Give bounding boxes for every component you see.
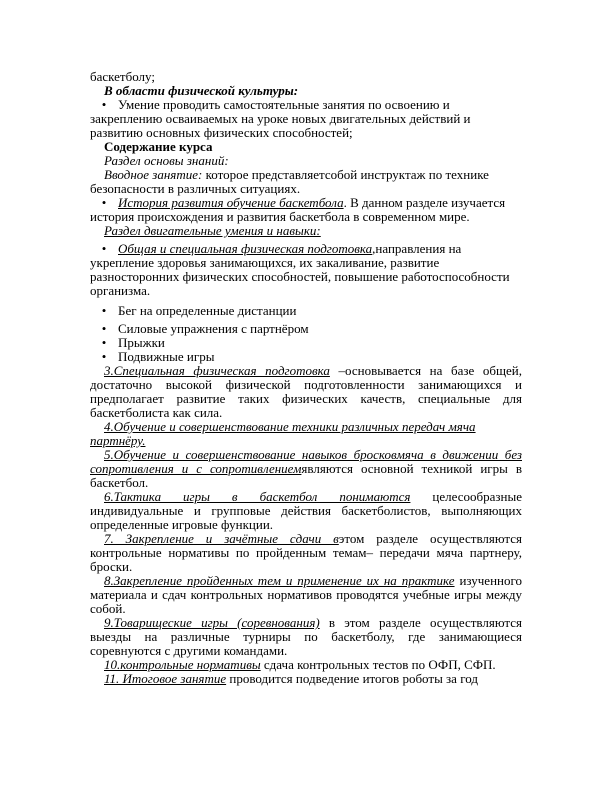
section-item — [90, 364, 522, 420]
list-item — [90, 350, 522, 364]
intro-label: Вводное занятие: — [104, 167, 203, 182]
item-label: 5.Обучение и совершенствование навыков бросковмяча в движении без сопротивления и с сопротивлением — [90, 447, 522, 476]
section-heading: В области физической культуры: — [104, 83, 299, 98]
section-item — [90, 672, 522, 686]
bullet-icon: • — [101, 97, 107, 112]
list-item-text: Бег на определенные дистанции — [118, 303, 297, 318]
intro-paragraph — [90, 168, 522, 196]
item-label: 3.Специальная физическая подготовка — [104, 363, 330, 378]
section-item — [90, 574, 522, 616]
content-heading: Содержание курса — [104, 139, 213, 154]
item-label: 9.Товарищеские игры (соревнования) — [104, 615, 320, 630]
section-item — [90, 490, 522, 532]
item-text: в этом разделе осуществляются выезды на различные турниры по баскетболу, где занимающиеся соревнуются с другими командами. — [90, 615, 522, 658]
bullet-icon: • — [101, 241, 107, 256]
training-text: ,направления на укрепление здоровья занимающихся, их закаливание, развитие разносторонних физических способностей, повышение работоспособности организма. — [90, 241, 510, 298]
section-item — [90, 616, 522, 658]
list-item-text: Прыжки — [118, 335, 165, 350]
item-text: этом разделе осуществляются контрольные нормативы по пройденным темам– передачи мяча партнеру, броски. — [90, 531, 523, 574]
item-text: являются основной техникой игры в баскетбол. — [90, 461, 523, 490]
list-item-text: Силовые упражнения с партнёром — [118, 321, 309, 336]
bullet-item — [90, 196, 522, 224]
section-subtitle: Раздел основы знаний: — [104, 153, 229, 168]
section-item — [90, 658, 522, 672]
list-item — [90, 336, 522, 350]
list-item — [90, 322, 522, 336]
section-subtitle: Раздел двигательные умения и навыки: — [104, 223, 321, 238]
bullet-item — [90, 98, 522, 140]
section-item — [90, 532, 522, 574]
item-text: –основывается на базе общей, достаточно высокой физической подготовленности занимающихся и предполагает развитие таких физических качеств, специальные для баскетболиста как сила. — [90, 363, 522, 420]
item-text: проводится подведение итогов роботы за год — [226, 671, 478, 686]
item-label: 10.контрольные нормативы — [104, 657, 261, 672]
list-item — [90, 304, 522, 318]
bullet-icon: • — [101, 321, 107, 336]
section-item: 4.Обучение и совершенствование техники различных передач мяча партнёру. — [90, 419, 476, 448]
history-label: История развития обучение баскетбола — [118, 195, 344, 210]
bullet-icon: • — [101, 349, 107, 364]
item-text: целесообразные индивидуальные и групповые действия баскетболистов, выполняющих определенные игровые функции. — [90, 489, 522, 532]
bullet-icon: • — [101, 303, 107, 318]
history-text: . В данном разделе изучается история происхождения и развития баскетбола в современном мире. — [90, 195, 506, 224]
document-page — [90, 70, 522, 686]
list-item-text: Подвижные игры — [118, 349, 215, 364]
paragraph: баскетболу; — [90, 69, 155, 84]
item-text: изученного материала и сдач контрольных нормативов проводятся учебные игры между собой. — [90, 573, 522, 616]
bullet-text: Умение проводить самостоятельные занятия по освоению и закреплению осваиваемых на уроке новых двигательных действий и развитию основных физических способностей; — [90, 97, 471, 140]
item-label: 11. Итоговое занятие — [104, 671, 227, 686]
training-label: Общая и специальная физическая подготовка — [118, 241, 373, 256]
item-label: 6.Тактика игры в баскетбол понимаются — [104, 489, 411, 504]
item-label: 7. Закрепление и зачётные сдачи в — [104, 531, 339, 546]
item-text: сдача контрольных тестов по ОФП, СФП. — [260, 657, 496, 672]
item-label: 8.Закрепление пройденных тем и применение их на практике — [104, 573, 455, 588]
bullet-icon: • — [101, 195, 107, 210]
intro-text: которое представляетсобой инструктаж по технике безопасности в различных ситуациях. — [90, 167, 489, 196]
bullet-item — [90, 242, 522, 298]
section-item — [90, 448, 522, 490]
bullet-icon: • — [101, 335, 107, 350]
